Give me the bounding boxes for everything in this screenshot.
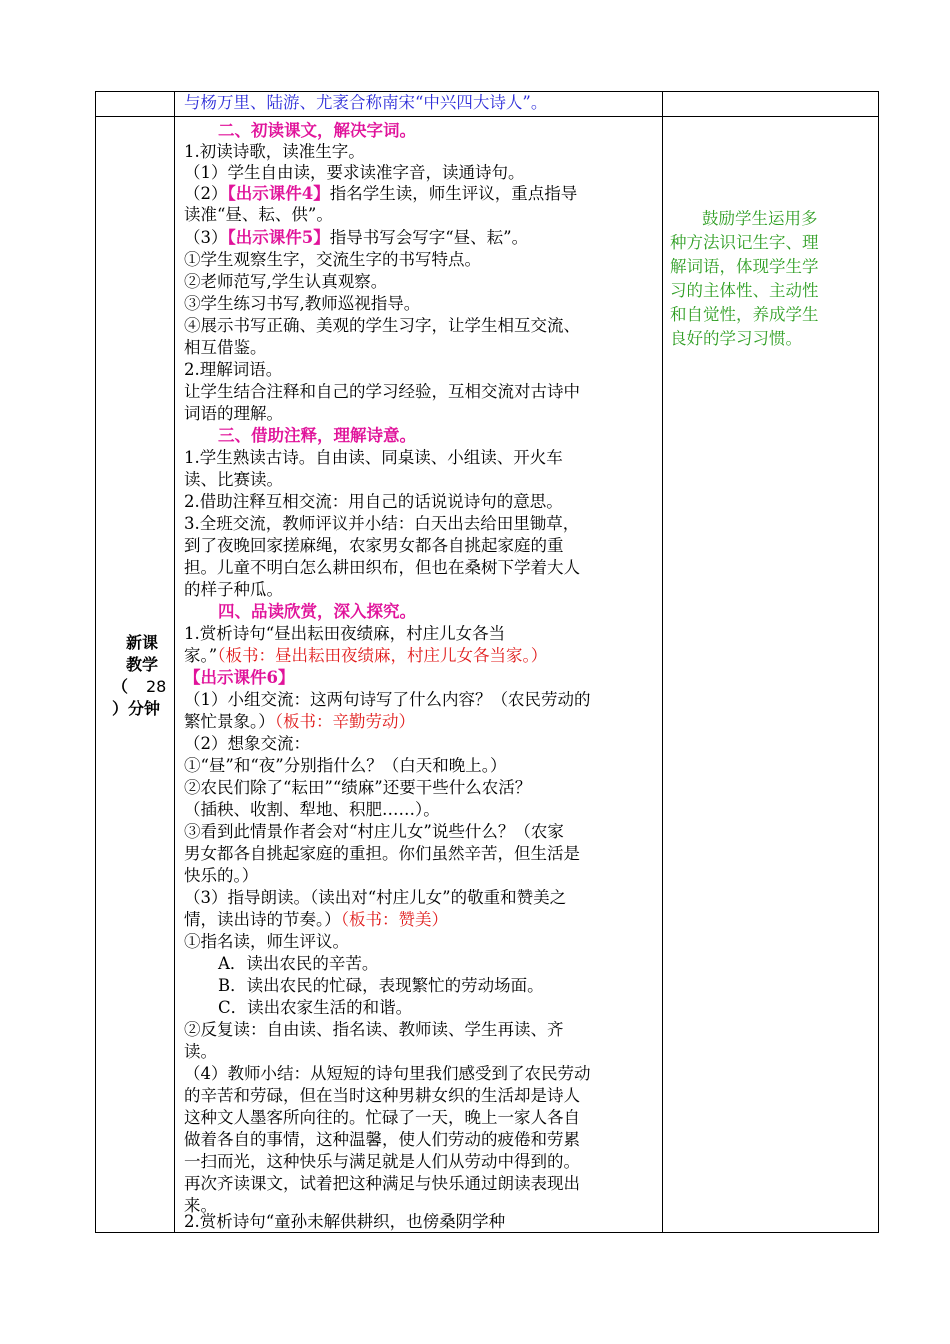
content-line: ①学生观察生字，交流生字的书写特点。: [184, 250, 481, 269]
content-line: ③学生练习书写,教师巡视指导。: [184, 294, 421, 313]
content-line: ②老师范写,学生认真观察。: [184, 272, 388, 291]
content-line: 的辛苦和劳碌，但在当时这种男耕女织的生活却是诗人: [184, 1086, 580, 1105]
content-line: 2.理解词语。: [184, 360, 283, 379]
content-line: 快乐的。）: [184, 866, 259, 885]
courseware-tag: 【出示课件5】: [227, 228, 330, 247]
courseware-tag: 【出示课件4】: [227, 184, 330, 203]
stage-label-minutes: 28: [146, 677, 167, 696]
content-line: 词语的理解。: [184, 404, 283, 423]
content-line: 3.全班交流，教师评议并小结：白天出去给田里锄草，: [184, 514, 580, 533]
content-line: 相互借鉴。: [184, 338, 267, 357]
content-line: 让学生结合注释和自己的学习经验，互相交流对古诗中: [184, 382, 580, 401]
top-row-text: 与杨万里、陆游、尤袤合称南宋“中兴四大诗人”。: [184, 93, 548, 112]
content-line: [184, 184, 577, 204]
board-note: （板书：昼出耘田夜绩麻，村庄儿女各当家。）: [217, 646, 548, 665]
content-line: ②反复读：自由读、指名读、教师读、学生再读、齐: [184, 1020, 564, 1039]
content-line: ③看到此情景作者会对“村庄儿女”说些什么？（农家: [184, 822, 564, 841]
content-line: 读、比赛读。: [184, 470, 283, 489]
content-line: 1.初读诗歌，读准生字。: [184, 142, 365, 161]
content-line: （3）指导朗读。（读出对“村庄儿女”的敬重和赞美之: [184, 888, 567, 907]
content-line: ①指名读，师生评议。: [184, 932, 349, 951]
content-line: 读。: [184, 1042, 217, 1061]
board-note: （板书：辛勤劳动）: [274, 712, 415, 731]
side-note-line6: 良好的学习习惯。: [670, 329, 802, 348]
content-line: ②农民们除了“耘田”“绩麻”还要干些什么农活？: [184, 778, 532, 797]
content-line: 的样子种瓜。: [184, 580, 283, 599]
content-line: ④展示书写正确、美观的学生习字，让学生相互交流、: [184, 316, 580, 335]
row-divider: [96, 116, 878, 117]
stage-label-line4: ）分钟: [112, 699, 161, 718]
content-line: C．读出农家生活的和谐。: [218, 998, 413, 1017]
content-line: 来。: [184, 1196, 217, 1215]
content-line: B．读出农民的忙碌，表现繁忙的劳动场面。: [218, 976, 544, 995]
content-line: 男女都各自挑起家庭的重担。你们虽然辛苦，但生活是: [184, 844, 580, 863]
stage-label-paren: （: [112, 677, 129, 696]
board-note: （板书：赞美）: [340, 910, 448, 929]
content-text: 繁忙景象。）: [184, 712, 275, 731]
content-text: （3）: [184, 228, 228, 247]
content-line: （1）小组交流：这两句诗写了什么内容？（农民劳动的: [184, 690, 591, 709]
content-line: A．读出农民的辛苦。: [218, 954, 379, 973]
content-text: 家。”: [184, 646, 218, 665]
content-line: 担。儿童不明白怎么耕田织布，但也在桑树下学着大人: [184, 558, 580, 577]
content-line: [184, 712, 415, 732]
side-note-line1: 鼓励学生运用多: [702, 209, 818, 228]
content-text: 情，读出诗的节奏。）: [184, 910, 341, 929]
content-line: [184, 910, 448, 930]
content-line: [184, 228, 528, 248]
content-line: 2.赏析诗句“童孙未解供耕织，也傍桑阴学种: [184, 1212, 506, 1231]
side-note-line3: 解词语，体现学生学: [670, 257, 819, 276]
stage-label-line3: [112, 677, 172, 697]
section-heading-2: 二、初读课文，解决字词。: [218, 121, 416, 140]
content-line: [184, 646, 547, 666]
content-line: 做着各自的事情，这种温馨，使人们劳动的疲倦和劳累: [184, 1130, 580, 1149]
side-note-line2: 种方法识记生字、理: [670, 233, 819, 252]
section-heading-3: 三、借助注释，理解诗意。: [218, 426, 416, 445]
content-line: 2.借助注释互相交流：用自己的话说说诗句的意思。: [184, 492, 563, 511]
content-line: ①“昼”和“夜”分别指什么？（白天和晚上。）: [184, 756, 507, 775]
stage-label-line2: 教学: [125, 655, 158, 674]
content-line: 再次齐读课文，试着把这种满足与快乐通过朗读表现出: [184, 1174, 580, 1193]
content-line: （插秧、收割、犁地、积肥……）。: [184, 800, 440, 819]
section-heading-4: 四、品读欣赏，深入探究。: [218, 602, 416, 621]
content-line: 到了夜晚回家搓麻绳，农家男女都各自挑起家庭的重: [184, 536, 564, 555]
content-line: 1.学生熟读古诗。自由读、同桌读、小组读、开火车: [184, 448, 563, 467]
content-text: （2）: [184, 184, 228, 203]
side-note-line4: 习的主体性、主动性: [670, 281, 819, 300]
content-line: （4）教师小结：从短短的诗句里我们感受到了农民劳动: [184, 1064, 591, 1083]
content-text: 指导书写会写字“昼、耘”。: [329, 228, 529, 247]
column-divider-2: [662, 92, 663, 1232]
content-line: 1.赏析诗句“昼出耘田夜绩麻，村庄儿女各当: [184, 624, 506, 643]
courseware-tag: 【出示课件6】: [184, 668, 295, 687]
content-line: 读准“昼、耘、供”。: [184, 205, 333, 224]
side-note-line5: 和自觉性，养成学生: [670, 305, 819, 324]
content-text: 指名学生读，师生评议，重点指导: [329, 184, 578, 203]
content-line: 这种文人墨客所向往的。忙碌了一天，晚上一家人各自: [184, 1108, 580, 1127]
stage-label-line1: 新课: [125, 633, 158, 652]
content-line: （1）学生自由读，要求读准字音，读通诗句。: [184, 163, 525, 182]
column-divider-1: [174, 92, 175, 1232]
content-line: 一扫而光，这种快乐与满足就是人们从劳动中得到的。: [184, 1152, 580, 1171]
content-line: （2）想象交流：: [184, 734, 310, 753]
